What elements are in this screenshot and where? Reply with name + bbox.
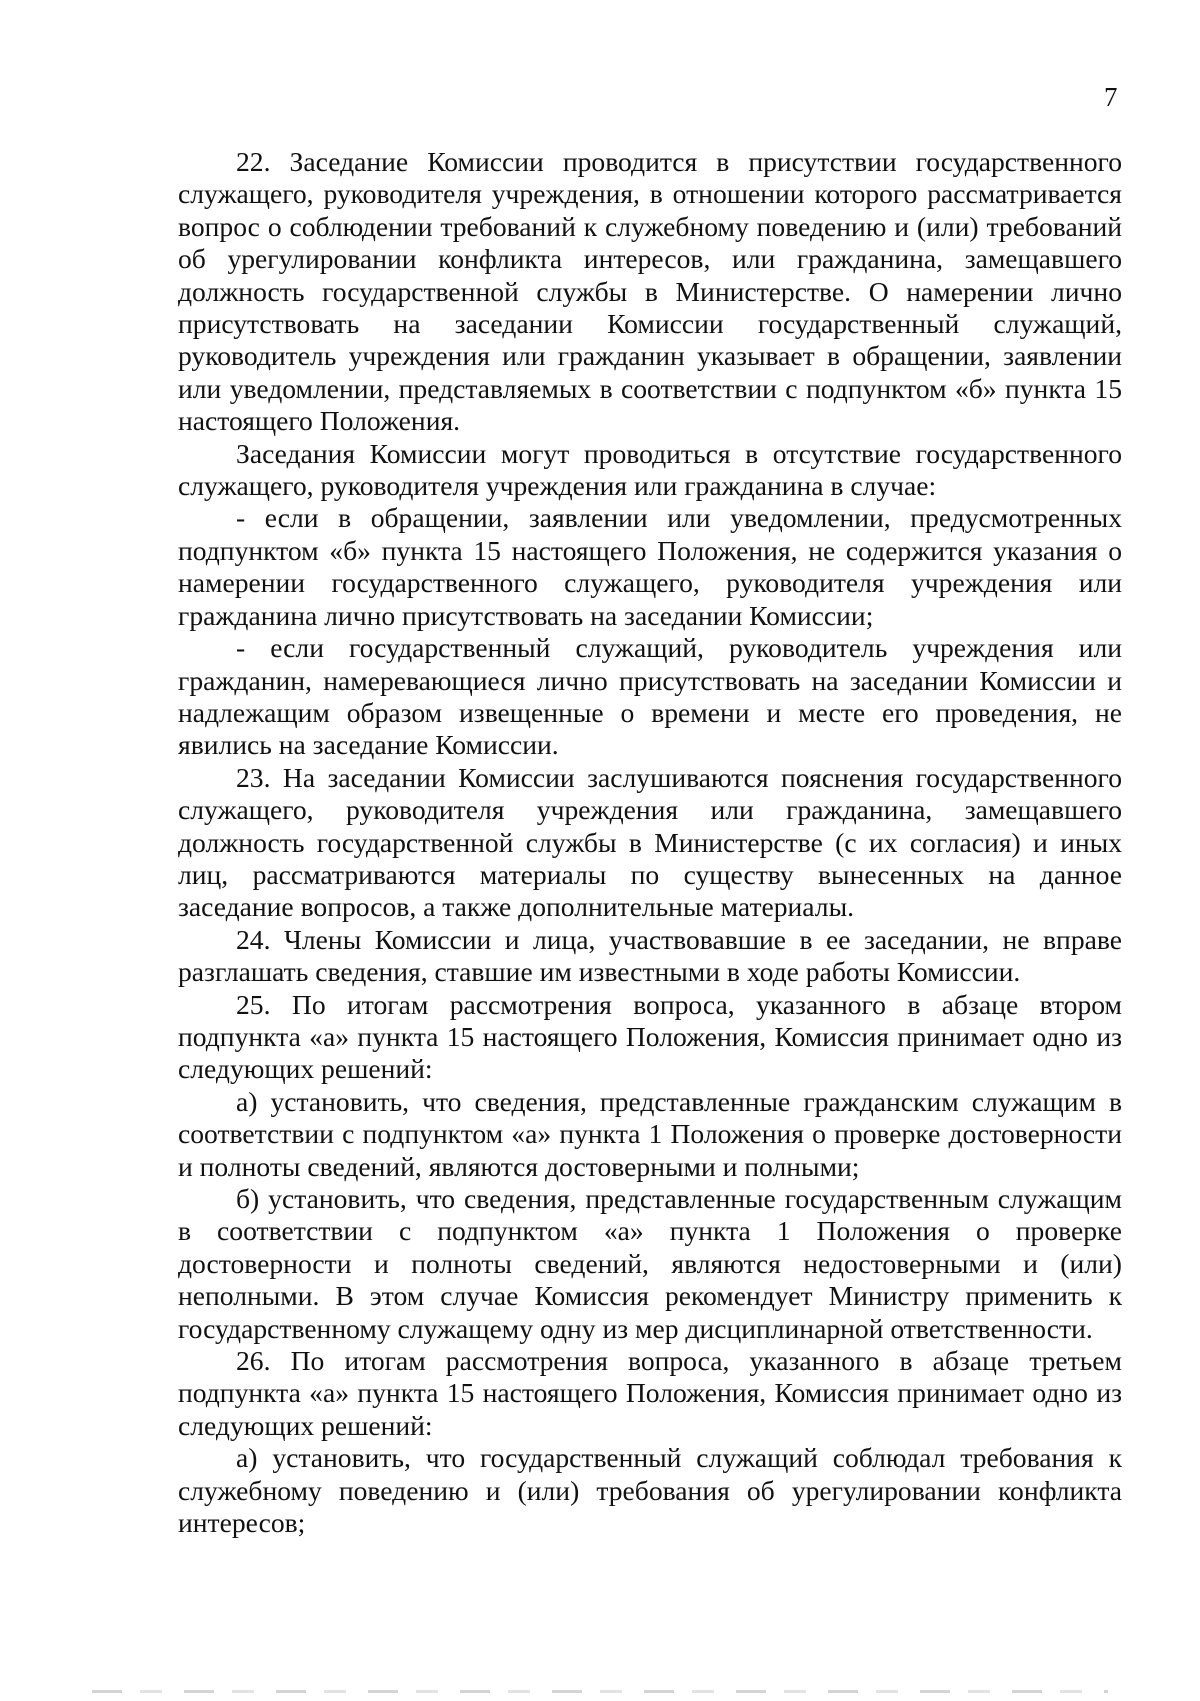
paragraph-24: 24. Члены Комиссии и лица, участвовавшие в ее заседании, не вправе разглашать сведения, ставшие им известными в ходе работы Комиссии. xyxy=(178,923,1122,988)
paragraph-26: 26. По итогам рассмотрения вопроса, указанного в абзаце третьем подпункта «а» пункта 15 настоящего Положения, Комиссия принимает одно из следующих решений: xyxy=(178,1345,1122,1441)
paragraph-absence-conditions: Заседания Комиссии могут проводиться в отсутствие государственного служащего, руководителя учреждения или гражданина в случае: xyxy=(178,437,1122,502)
paragraph-26-a: а) установить, что государственный служащий соблюдал требования к служебному поведению и (или) требования об урегулировании конфликта интересов; xyxy=(178,1442,1122,1539)
list-item-no-intent: - если в обращении, заявлении или уведомлении, предусмотренных подпунктом «б» пункта 15 настоящего Положения, не содержится указания о намерении государственного служащего, руководителя учреждения или гражданина лично присутствовать на заседании Комиссии; xyxy=(178,502,1122,631)
paragraph-25: 25. По итогам рассмотрения вопроса, указанного в абзаце втором подпункта «а» пункта 15 настоящего Положения, Комиссия принимает одно из следующих решений: xyxy=(178,988,1122,1085)
page-number: 7 xyxy=(1104,82,1118,112)
paragraph-22: 22. Заседание Комиссии проводится в присутствии государственного служащего, руководителя учреждения, в отношении которого рассматривается вопрос о соблюдении требований к служебному поведению и (или) требований об урегулировании конфликта интересов, или гражданина, замещавшего должность государственной службы в Министерстве. О намерении лично присутствовать на заседании Комиссии государственный служащий, руководитель учреждения или гражданин указывает в обращении, заявлении или уведомлении, представляемых в соответствии с подпунктом «б» пункта 15 настоящего Положения. xyxy=(178,146,1122,437)
paragraph-25-a: а) установить, что сведения, представленные гражданским служащим в соответствии с подпунктом «а» пункта 1 Положения о проверке достоверности и полноты сведений, являются достоверными и полными; xyxy=(178,1085,1122,1182)
paragraph-25-b: б) установить, что сведения, представленные государственным служащим в соответствии с подпунктом «а» пункта 1 Положения о проверке достоверности и полноты сведений, являются недостоверными и (или) неполными. В этом случае Комиссия рекомендует Министру применить к государственному служащему одну из мер дисциплинарной ответственности. xyxy=(178,1183,1122,1344)
list-item-did-not-appear: - если государственный служащий, руководитель учреждения или гражданин, намеревающиеся лично присутствовать на заседании Комиссии и надлежащим образом извещенные о времени и месте его проведения, не явились на заседание Комиссии. xyxy=(178,632,1122,761)
scan-edge-artifact xyxy=(92,1690,1108,1693)
document-body xyxy=(178,146,1122,1539)
paragraph-23: 23. На заседании Комиссии заслушиваются пояснения государственного служащего, руководителя учреждения или гражданина, замещавшего должность государственной службы в Министерстве (с их согласия) и иных лиц, рассматриваются материалы по существу вынесенных на данное заседание вопросов, а также дополнительные материалы. xyxy=(178,761,1122,923)
